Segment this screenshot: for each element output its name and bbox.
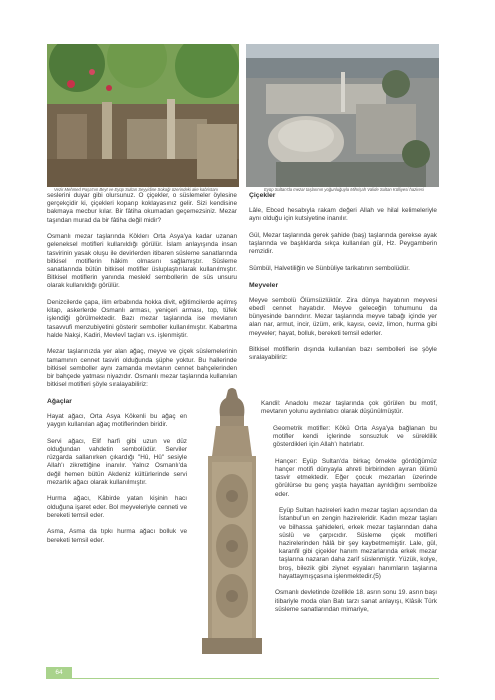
paragraph: Denizcilerde çapa, ilim erbabında hokka divit, eğitimcilerde açılmış kitap, askerlerde Osmanlı arması, yeniçeri arması, top, tüfek işlendiği görülmektedir. Bazı mezar taşlarında ise mevlanın tasavvufi menzubiyetini gösterir semboller kullanılmıştır. Kabartma halde Nakşi, Kadiri, Mevlevî taçları v.s. işlenmiştir.: [47, 299, 237, 339]
right-photo-caption: Eyüp Sultan'da mezar taşlarının yoğunluğuyla Mihrişah Valide Sultan Külliyesi haziresi: [264, 187, 424, 192]
paragraph: Hayat ağacı, Orta Asya Kökenli bu ağaç en yaygın kullanılan ağaç motiflerinden biridir.: [47, 413, 187, 429]
paragraph: Meyve sembolü Ölümsüzlüktür. Zira dünya hayatının meyvesi ebedî cennet hayatıdır. Meyve geleceğin tohumunu da bünyesinde barındırır. Mezar taşlarında meyve tabağı içinde yer alan nar, armut, incir, üzüm, erik, kayısı, ceviz, limon, hurma gibi meyveler; hayat, bolluk, bereketi temsil ederler.: [249, 296, 437, 337]
section-heading-fruits: Meyveler: [249, 281, 279, 289]
paragraph: Sümbül, Halvetiliğin ve Sünbüliye tarikatının sembolüdür.: [249, 265, 410, 272]
paragraph: Asma, Asma da tıpkı hurma ağacı bolluk ve bereketi temsil eder.: [47, 528, 187, 544]
cemetery-garden-photo: [47, 44, 239, 187]
paragraph: Hançer: Eyüp Sultan'da birkaç örnekte gördüğümüz hançer motifi dünyayla ahreti birbirinden ayıran ölümü tasvir etmektedir. Eğer çocuk mezarları üzerinde görülürse bu genç yaşta hayattan ayrıldığını sembolize eder.: [275, 457, 437, 498]
paragraph: Lâle, Ebced hesabıyla rakam değeri Allah ve hilal kelimeleriyle aynı olduğu için kutsiyetine inanılır.: [249, 207, 437, 223]
paragraph: Osmanlı mezar taşlarında Köklerı Orta Asya'ya kadar uzanan geleneksel motifleri kullanıldığı görülür. İslam anlayışında insan tasvirinin yasak oluşu ile devirlerden itibaren süsleme sanatlarında bitkisel motiflerin hâkim olmasını sağlamıştır. Süsleme sanatlarında bütün bitkisel motifler üsluplaştırılarak kullanılmıştır. Bitkisel motiflerin yanında meslekî sembollerin de süs unsuru olarak kullanıldığı görülür.: [47, 233, 237, 290]
section-heading-flowers: Çiçekler: [249, 192, 276, 199]
paragraph: Hurma ağacı, Kâbirde yatan kişinin hacı olduğuna işaret eder. Bol meyveleriyle cenneti ve bereketi temsil eder.: [47, 495, 187, 519]
page-number: 64: [46, 667, 72, 679]
cemetery-aerial-photo: [246, 44, 439, 187]
left-photo-caption: Vezir Mehmed Paşa'nın Beyt ve Eyüp Sultan Seyyidine Sokağı üzerindeki ake kabristanı: [54, 187, 219, 192]
right-text-column: [249, 192, 437, 371]
paragraph: Bitkisel motiflerin dışında kullanılan bazı sembolleri ise şöyle sıralayabiliriz:: [249, 346, 437, 362]
paragraph: Eyüp Sultan hazireleri kadın mezar taşları açısından da İstanbul'un en zengin hazireleridir. Kadın mezar taşları ve bilhassa şahideleri, erkek mezar taşlarından daha süslü ve çarpıcıdır. Süsleme çiçek motifleri hazirelerinden hâlâ bir şey kaybetmemiştir. Lale, gül, karanfil gibi çiçekler hanım mezarlarında erkek mezar taşlarına nazaran daha zarif süslenmiştir. Yüzük, kolye, broş, bilezik gibi ziynet eşyaları hanımların taşlarına hayattaymışçasına işlenmektedir.(5): [279, 507, 437, 580]
right-lower-text: [249, 400, 437, 622]
paragraph: Kandil: Anadolu mezar taşlarında çok görülen bu motif, mevtanın yolunu aydınlatıcı olarak düşünülmüştür.: [261, 400, 437, 416]
paragraph: Mezar taşlarınızda yer alan ağaç, meyve ve çiçek süslemelerinin tamamının cennet tasviri olduğunda şüphe yoktur. Bu hallerinde bitkisel semboller aynı zamanda mevtanın cennet bahçelerinden bir bahçede yatması niyazıdır. Osmanlı mezar taşlarında kullanılan bitkisel motifleri şöyle sıralayabiliriz:: [47, 348, 237, 389]
section-heading-trees: Ağaçlar: [47, 397, 72, 405]
paragraph: Geometrik motifler: Kökü Orta Asya'ya bağlanan bu motifler kendi içlerinde sonsuzluk ve süreklilik gösterdikleri için Allah'ı hatırlatır.: [273, 424, 437, 449]
footer-divider: [72, 678, 439, 679]
paragraph: Osmanlı devletinde özellikle 18. asrın sonu 19. asrın başı itibariyle moda olan Batı tarzı sanat anlayışı, Klâsik Türk süsleme sanatlarından mimariye,: [275, 589, 437, 613]
paragraph: seslerini duyar gibi olursunuz. O çiçekler, o süslemeler öylesine gerçekçidir ki, çiçekleri koparıp koklayasınız gelir. Sizi kendisine bakmaya mecbur kılar. Bir fâtiha okumadan geçemezsiniz. Mezar taşından murad da bir fâtiha değil midir?: [47, 192, 237, 224]
paragraph: Gül, Mezar taşlarında gerek şahide (baş) taşlarında gerekse ayak taşlarında ve başlıklarda sıkça kullanılan gül, Hz. Peygamberin remzidir.: [249, 232, 437, 256]
ottoman-gravestone-photo: [190, 386, 274, 656]
paragraph: Servi ağacı, Elif harfi gibi uzun ve düz olduğundan vahdetin sembolüdür. Serviler rüzgarda sallanırken çıkardığı "Hû, Hû" sesiyle Allah'ı zikrettiğine inanılır. Yalnız Osmanlı'da değil hemen bütün Akdeniz kültürlerinde servi mezarlık ağacı olarak kullanılmıştır.: [47, 437, 187, 486]
